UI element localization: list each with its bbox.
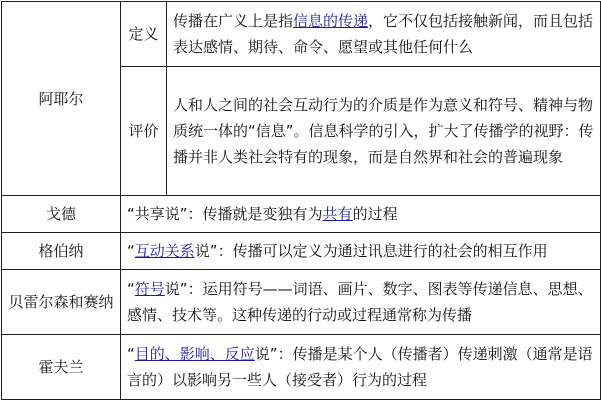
keyword-link[interactable]: 符号 <box>134 280 165 298</box>
keyword-link[interactable]: 目的、影响、反应 <box>134 345 255 363</box>
evaluation-text: 人和人之间的社会互动行为的介质是作为意义和符号、精神与物质统一体的“信息”。信息科学的引入，扩大了传播学的视野：传播并非人类社会特有的现象，而是自然界和社会的普遍现象 <box>167 67 601 196</box>
scholar-name: 格伯纳 <box>2 233 121 270</box>
text-segment: 说”：传播可以定义为通过讯息进行的社会的相互作用 <box>194 242 548 260</box>
scholar-name: 阿耶尔 <box>2 2 121 196</box>
text-segment: “ <box>127 345 135 363</box>
table-row <box>2 335 601 400</box>
keyword-link[interactable]: 互动关系 <box>134 242 195 260</box>
table-row <box>2 2 601 67</box>
definition-label: 定义 <box>121 2 167 67</box>
table-row <box>2 270 601 335</box>
theory-text <box>121 335 601 400</box>
keyword-link[interactable]: 共有 <box>322 205 353 223</box>
scholar-name: 霍夫兰 <box>2 335 121 400</box>
text-segment: “ <box>127 280 135 298</box>
evaluation-label: 评价 <box>121 67 167 196</box>
theory-text <box>121 270 601 335</box>
text-segment: 传播在广义上是指 <box>173 12 294 30</box>
scholar-name: 贝雷尔森和赛纳 <box>2 270 121 335</box>
scholar-name: 戈德 <box>2 196 121 233</box>
definitions-table <box>1 1 601 400</box>
text-segment: “共享说”：传播就是变独有为 <box>127 205 323 223</box>
text-segment: ，它不仅包括接触新闻，而且包括表达感情、期待、命令、愿望或其他任何什么 <box>173 12 594 56</box>
theory-text <box>121 233 601 270</box>
text-segment: 说”：传播是某个人（传播者）传递刺激（通常是语言的）以影响另一些人（接受者）行为的过程 <box>127 345 593 389</box>
text-segment: “ <box>127 242 135 260</box>
text-segment: 的过程 <box>352 205 398 223</box>
theory-text <box>121 196 601 233</box>
table-row <box>2 233 601 270</box>
keyword-link[interactable]: 信息的传递 <box>293 12 369 30</box>
text-segment: 说”：运用符号——词语、画片、数字、图表等传递信息、思想、感情、技术等。这种传递的行动或过程通常称为传播 <box>127 280 593 324</box>
definition-text <box>167 2 601 67</box>
table-row <box>2 196 601 233</box>
